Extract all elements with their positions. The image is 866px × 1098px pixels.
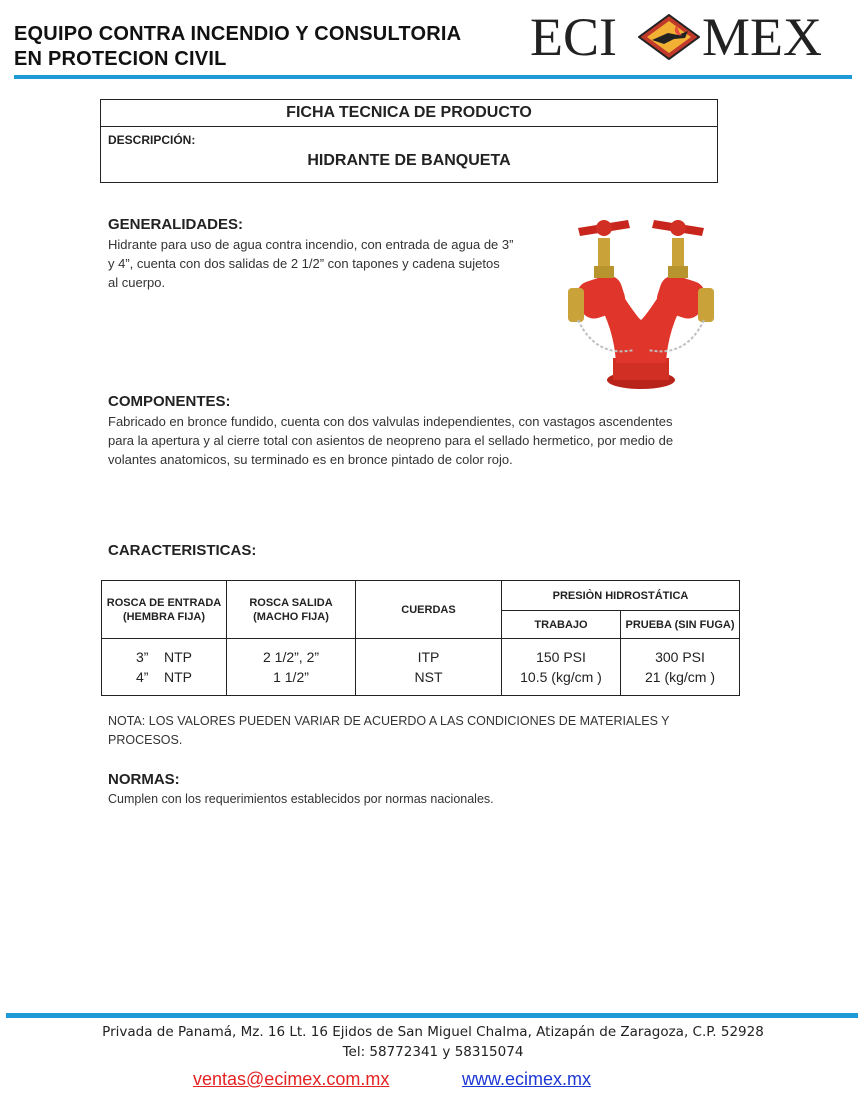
componentes-text xyxy=(108,412,673,469)
componentes-line: Fabricado en bronce fundido, cuenta con dos valvulas independientes, con vastagos ascendentes xyxy=(108,414,673,429)
description-label: DESCRIPCIÓN: xyxy=(108,133,196,147)
footer-address-block xyxy=(0,1022,866,1062)
header-rosca-entrada xyxy=(102,581,227,639)
generalidades-line: al cuerpo. xyxy=(108,275,166,290)
nota-line: PROCESOS. xyxy=(108,733,183,747)
header-rosca-salida-line1: ROSCA SALIDA xyxy=(249,596,333,609)
normas-heading: NORMAS: xyxy=(108,771,180,788)
generalidades-line: Hidrante para uso de agua contra incendio, con entrada de agua de 3” xyxy=(108,237,514,252)
componentes-line: volantes anatomicos, su terminado es en bronce pintado de color rojo. xyxy=(108,452,513,467)
cell-line: 2 1/2”, 2” xyxy=(262,649,320,665)
footer-address: Privada de Panamá, Mz. 16 Lt. 16 Ejidos de San Miguel Chalma, Atizapán de Zaragoza, C.P. 52928 xyxy=(102,1024,764,1040)
header-trabajo: TRABAJO xyxy=(502,611,621,639)
cell-rosca-entrada xyxy=(102,639,227,696)
table-row xyxy=(102,639,740,696)
nota-line: NOTA: LOS VALORES PUEDEN VARIAR DE ACUERDO A LAS CONDICIONES DE MATERIALES Y xyxy=(108,714,670,728)
footer-divider xyxy=(6,1013,858,1018)
cell-line: 300 PSI xyxy=(655,649,705,665)
website-link[interactable]: www.ecimex.mx xyxy=(462,1069,592,1089)
cell-line: 1 1/2” xyxy=(273,669,309,685)
componentes-heading: COMPONENTES: xyxy=(108,393,231,410)
generalidades-text xyxy=(108,235,513,292)
sheet-title: FICHA TECNICA DE PRODUCTO xyxy=(101,100,717,127)
fire-diamond-icon xyxy=(638,14,700,60)
header-presion-hidrostatica: PRESIÒN HIDROSTÁTICA xyxy=(502,581,740,611)
header-cuerdas: CUERDAS xyxy=(356,581,502,639)
cell-cuerdas xyxy=(356,639,502,696)
product-sheet-box xyxy=(100,99,718,183)
footer-phone: Tel: 58772341 y 58315074 xyxy=(342,1044,524,1060)
email-link[interactable]: ventas@ecimex.com.mx xyxy=(193,1069,390,1089)
cell-line: ITP xyxy=(417,649,440,665)
logo-text-right: MEX xyxy=(702,7,822,67)
header-rosca-entrada-line2: (HEMBRA FIJA) xyxy=(122,610,206,623)
header-rosca-entrada-line1: ROSCA DE ENTRADA xyxy=(106,596,222,609)
company-name-line2: EN PROTECION CIVIL xyxy=(14,48,227,70)
cell-rosca-salida xyxy=(227,639,356,696)
generalidades-line: y 4”, cuenta con dos salidas de 2 1/2” con tapones y cadena sujetos xyxy=(108,256,500,271)
cell-line: 150 PSI xyxy=(536,649,586,665)
cell-line: 3” NTP xyxy=(135,649,192,665)
product-name: HIDRANTE DE BANQUETA xyxy=(307,152,511,169)
cell-line: 10.5 (kg/cm ) xyxy=(520,669,602,685)
header-divider xyxy=(14,75,852,79)
company-name xyxy=(14,22,461,72)
cell-line: 21 (kg/cm ) xyxy=(644,669,715,685)
cell-line: 4” NTP xyxy=(135,669,192,685)
header-prueba: PRUEBA (SIN FUGA) xyxy=(621,611,740,639)
cell-prueba xyxy=(621,639,740,696)
fire-hydrant-image xyxy=(556,208,726,394)
logo-text-left: ECI xyxy=(530,7,617,67)
header-rosca-salida-line2: (MACHO FIJA) xyxy=(253,610,329,623)
cell-trabajo xyxy=(502,639,621,696)
cell-line: NST xyxy=(414,669,443,685)
generalidades-heading: GENERALIDADES: xyxy=(108,216,244,233)
ecimex-logo xyxy=(530,6,830,68)
caracteristicas-heading: CARACTERISTICAS: xyxy=(108,542,257,559)
header-rosca-salida xyxy=(227,581,356,639)
specs-table xyxy=(101,580,740,696)
nota-text xyxy=(108,712,670,750)
company-name-line1: EQUIPO CONTRA INCENDIO Y CONSULTORIA xyxy=(14,23,462,45)
componentes-line: para la apertura y al cierre total con asientos de neopreno para el sellado hermetico, por medio de xyxy=(108,433,674,448)
normas-text: Cumplen con los requerimientos establecidos por normas nacionales. xyxy=(108,792,494,806)
